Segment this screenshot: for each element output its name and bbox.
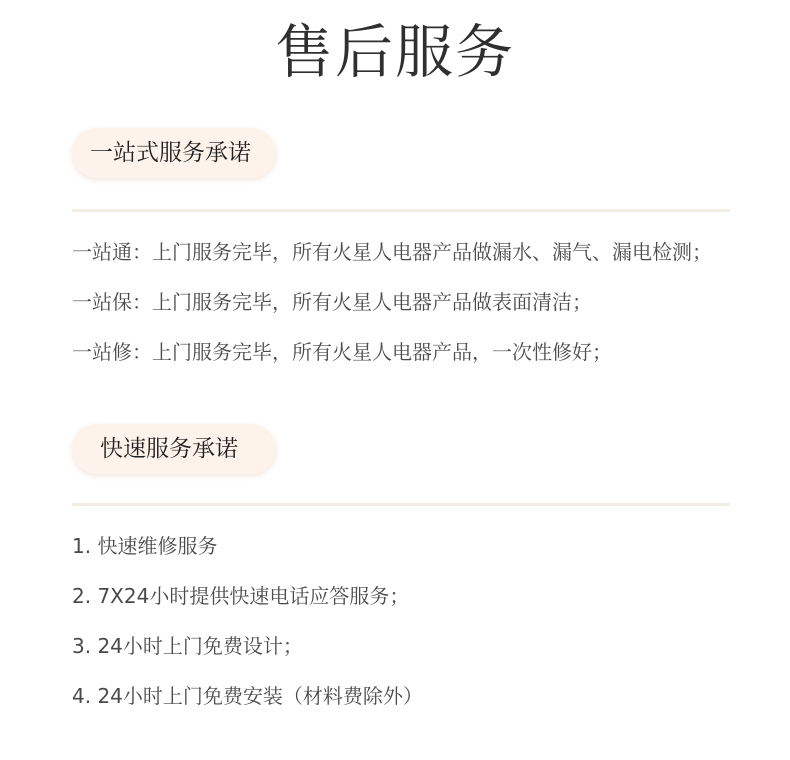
promise-list-item: 1. 快速维修服务 xyxy=(72,534,218,558)
promise-list-item: 3. 24小时上门免费设计； xyxy=(72,634,303,658)
section-heading-badge: 一站式服务承诺 xyxy=(72,128,276,178)
promise-line: 一站修：上门服务完毕，所有火星人电器产品，一次性修好； xyxy=(72,340,612,364)
section-fast-service-promise xyxy=(72,424,730,724)
page-title: 售后服务 xyxy=(274,18,515,86)
section-divider xyxy=(72,209,730,212)
section-heading-badge: 快速服务承诺 xyxy=(72,424,276,474)
promise-line: 一站保：上门服务完毕，所有火星人电器产品做表面清洁； xyxy=(72,290,592,314)
promise-list-item: 2. 7X24小时提供快速电话应答服务； xyxy=(72,584,410,608)
section-one-stop-promise xyxy=(72,128,730,368)
promise-line: 一站通：上门服务完毕，所有火星人电器产品做漏水、漏气、漏电检测； xyxy=(72,240,712,264)
section-divider xyxy=(72,503,730,506)
promise-list-item: 4. 24小时上门免费安装（材料费除外） xyxy=(72,684,423,708)
